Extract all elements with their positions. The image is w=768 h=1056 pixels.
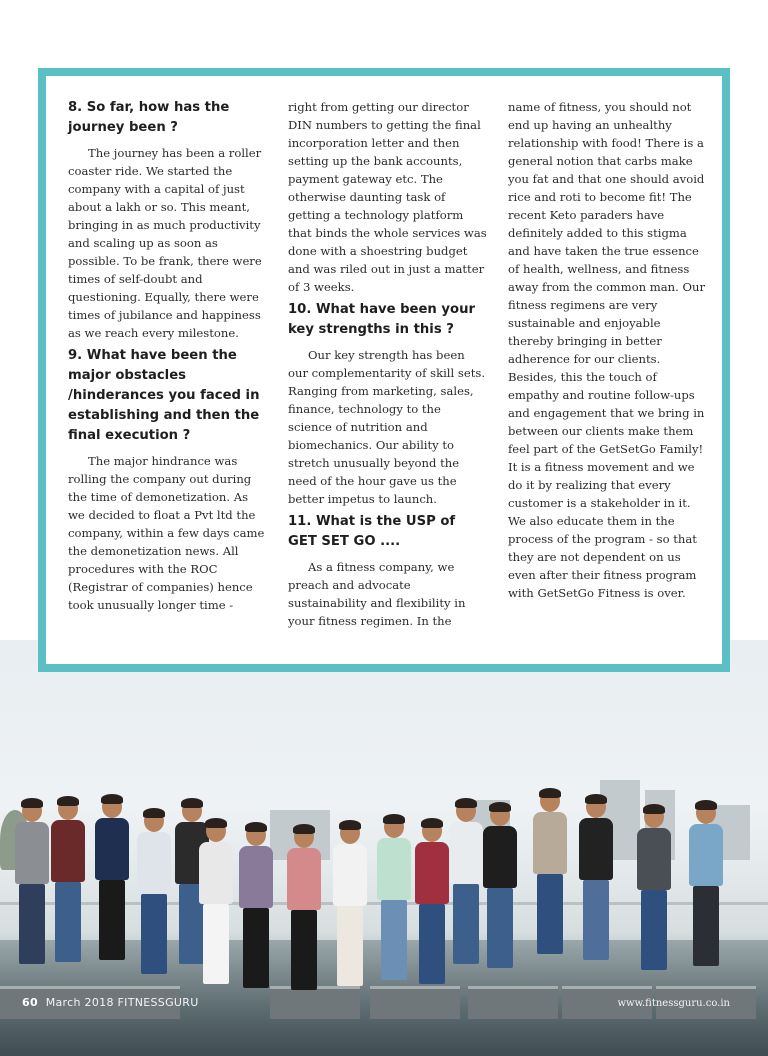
floating-platform (468, 986, 558, 1019)
column-3 (508, 98, 708, 606)
column-2 (288, 98, 488, 634)
question-10: 10. What have been your key strengths in this ? (288, 302, 475, 337)
person (282, 826, 326, 996)
question-8: 8. So far, how has the journey been ? (68, 100, 230, 135)
person (374, 816, 414, 986)
floating-platform (370, 986, 460, 1019)
person (530, 790, 570, 960)
page-footer (22, 996, 199, 1009)
person (236, 824, 276, 994)
answer-11: As a fitness company, we preach and advocate sustainability and flexibility in your fitness regimen. In the (288, 560, 466, 628)
person (12, 800, 52, 970)
issue-label: March 2018 FITNESSGURU (45, 996, 199, 1009)
answer-10: Our key strength has been our complementarity of skill sets. Ranging from marketing, sales, finance, technology to the science of nutrition and biomechanics. Our ability to stretch unusually beyond the need of the hour gave us the better impetus to launch. (288, 348, 486, 506)
answer-9-continued: right from getting our director DIN numbers to getting the final incorporation letter and then setting up the bank accounts, payment gateway etc. The otherwise daunting task of getting a technology platform that binds the whole services was done with a shoestring budget and was riled out in just a matter of 3 weeks. (288, 100, 487, 294)
person (684, 802, 728, 972)
person (330, 822, 370, 992)
page-number: 60 (22, 996, 38, 1009)
team-group-photo (0, 640, 768, 1056)
person (576, 796, 616, 966)
person (196, 820, 236, 990)
person (134, 810, 174, 980)
person (92, 796, 132, 966)
person (48, 798, 88, 968)
article-frame (38, 68, 730, 672)
answer-11-continued: name of fitness, you should not end up having an unhealthy relationship with food! There is a general notion that carbs make you fat and that one should avoid rice and roti to become fit! The recent Keto paraders have definitely added to this stigma and have taken the true essence of health, wellness, and fitness away from the common man. Our fitness regimens are very sustainable and enjoyable thereby bringing in better adherence for our clients. Besides, this the touch of empathy and routine follow-ups and engagement that we bring in between our clients make them feel part of the GetSetGo Family! It is a fitness movement and we do it by realizing that every customer is a stakeholder in it. We also educate them in the process of the program - so that they are not dependent on us even after their fitness program with GetSetGo Fitness is over. (508, 100, 705, 600)
column-1 (68, 98, 268, 618)
answer-8: The journey has been a roller coaster ride. We started the company with a capital of just about a lakh or so. This meant, bringing in as much productivity and scaling up as soon as possible. To be frank, there were times of self-doubt and questioning. Equally, there were times of jubilance and happiness as we reach every milestone. (68, 146, 262, 340)
top-margin (0, 0, 768, 68)
question-9: 9. What have been the major obstacles /hinderances you faced in establishing and then the final execution ? (68, 348, 260, 443)
question-11: 11. What is the USP of GET SET GO .... (288, 514, 456, 549)
person (480, 804, 520, 974)
person (634, 806, 674, 976)
answer-9: The major hindrance was rolling the company out during the time of demonetization. As we decided to float a Pvt ltd the company, within a few days came the demonetization news. All procedures with the ROC (Registrar of companies) hence took unusually longer time - (68, 454, 265, 612)
website-url: www.fitnessguru.co.in (617, 998, 730, 1009)
